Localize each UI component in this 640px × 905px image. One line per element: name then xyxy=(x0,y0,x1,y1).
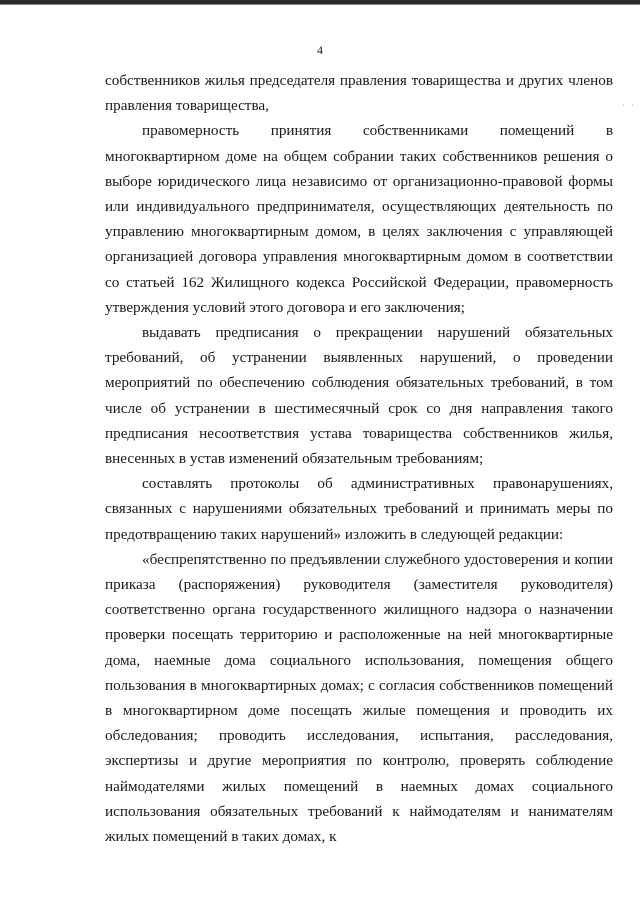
document-body xyxy=(105,68,613,849)
paragraph-draw-up-protocols: составлять протоколы об административных правонарушениях, связанных с нарушениями обязательных требований и принимать меры по предотвращению таких нарушений» изложить в следующей редакции: xyxy=(105,475,613,543)
page-number: 4 xyxy=(317,43,323,57)
paragraph-new-wording: «беспрепятственно по предъявлении служебного удостоверения и копии приказа (распоряжения) руководителя (заместителя руководителя) соответственно органа государственного жилищного надзора о назначении проверки посещать территорию и расположенные на ней многоквартирные дома, наемные дома социального использования, помещения общего пользования в многоквартирных домах; с согласия собственников помещений в многоквартирном доме посещать жилые помещения и проводить их обследования; проводить исследования, испытания, расследования, экспертизы и другие мероприятия по контролю, проверять соблюдение наймодателями жилых помещений в наемных домах социального использования обязательных требований к наймодателям и нанимателям жилых помещений в таких домах, к xyxy=(105,550,613,846)
paragraph-legality-of-decision: правомерность принятия собственниками помещений в многоквартирном доме на общем собрании таких собственников решения о выборе юридического лица независимо от организационно-правовой формы или индивидуального предпринимателя, осуществляющих деятельность по управлению многоквартирным домом, в целях заключения с управляющей организацией договора управления многоквартирным домом в соответствии со статьей 162 Жилищного кодекса Российской Федерации, правомерность утверждения условий этого договора и его заключения; xyxy=(105,122,613,316)
scan-edge-mark: · · xyxy=(621,100,636,110)
paragraph-continuation: собственников жилья председателя правления товарищества и других членов правления товарищества, xyxy=(105,72,613,115)
paragraph-issue-orders: выдавать предписания о прекращении нарушений обязательных требований, об устранении выявленных нарушений, о проведении мероприятий по обеспечению соблюдения обязательных требований, в том числе об устранении в шестимесячный срок со дня направления такого предписания несоответствия устава товарищества собственников жилья, внесенных в устав изменений обязательным требованиям; xyxy=(105,324,613,468)
page-top-border-shadow xyxy=(0,4,640,5)
